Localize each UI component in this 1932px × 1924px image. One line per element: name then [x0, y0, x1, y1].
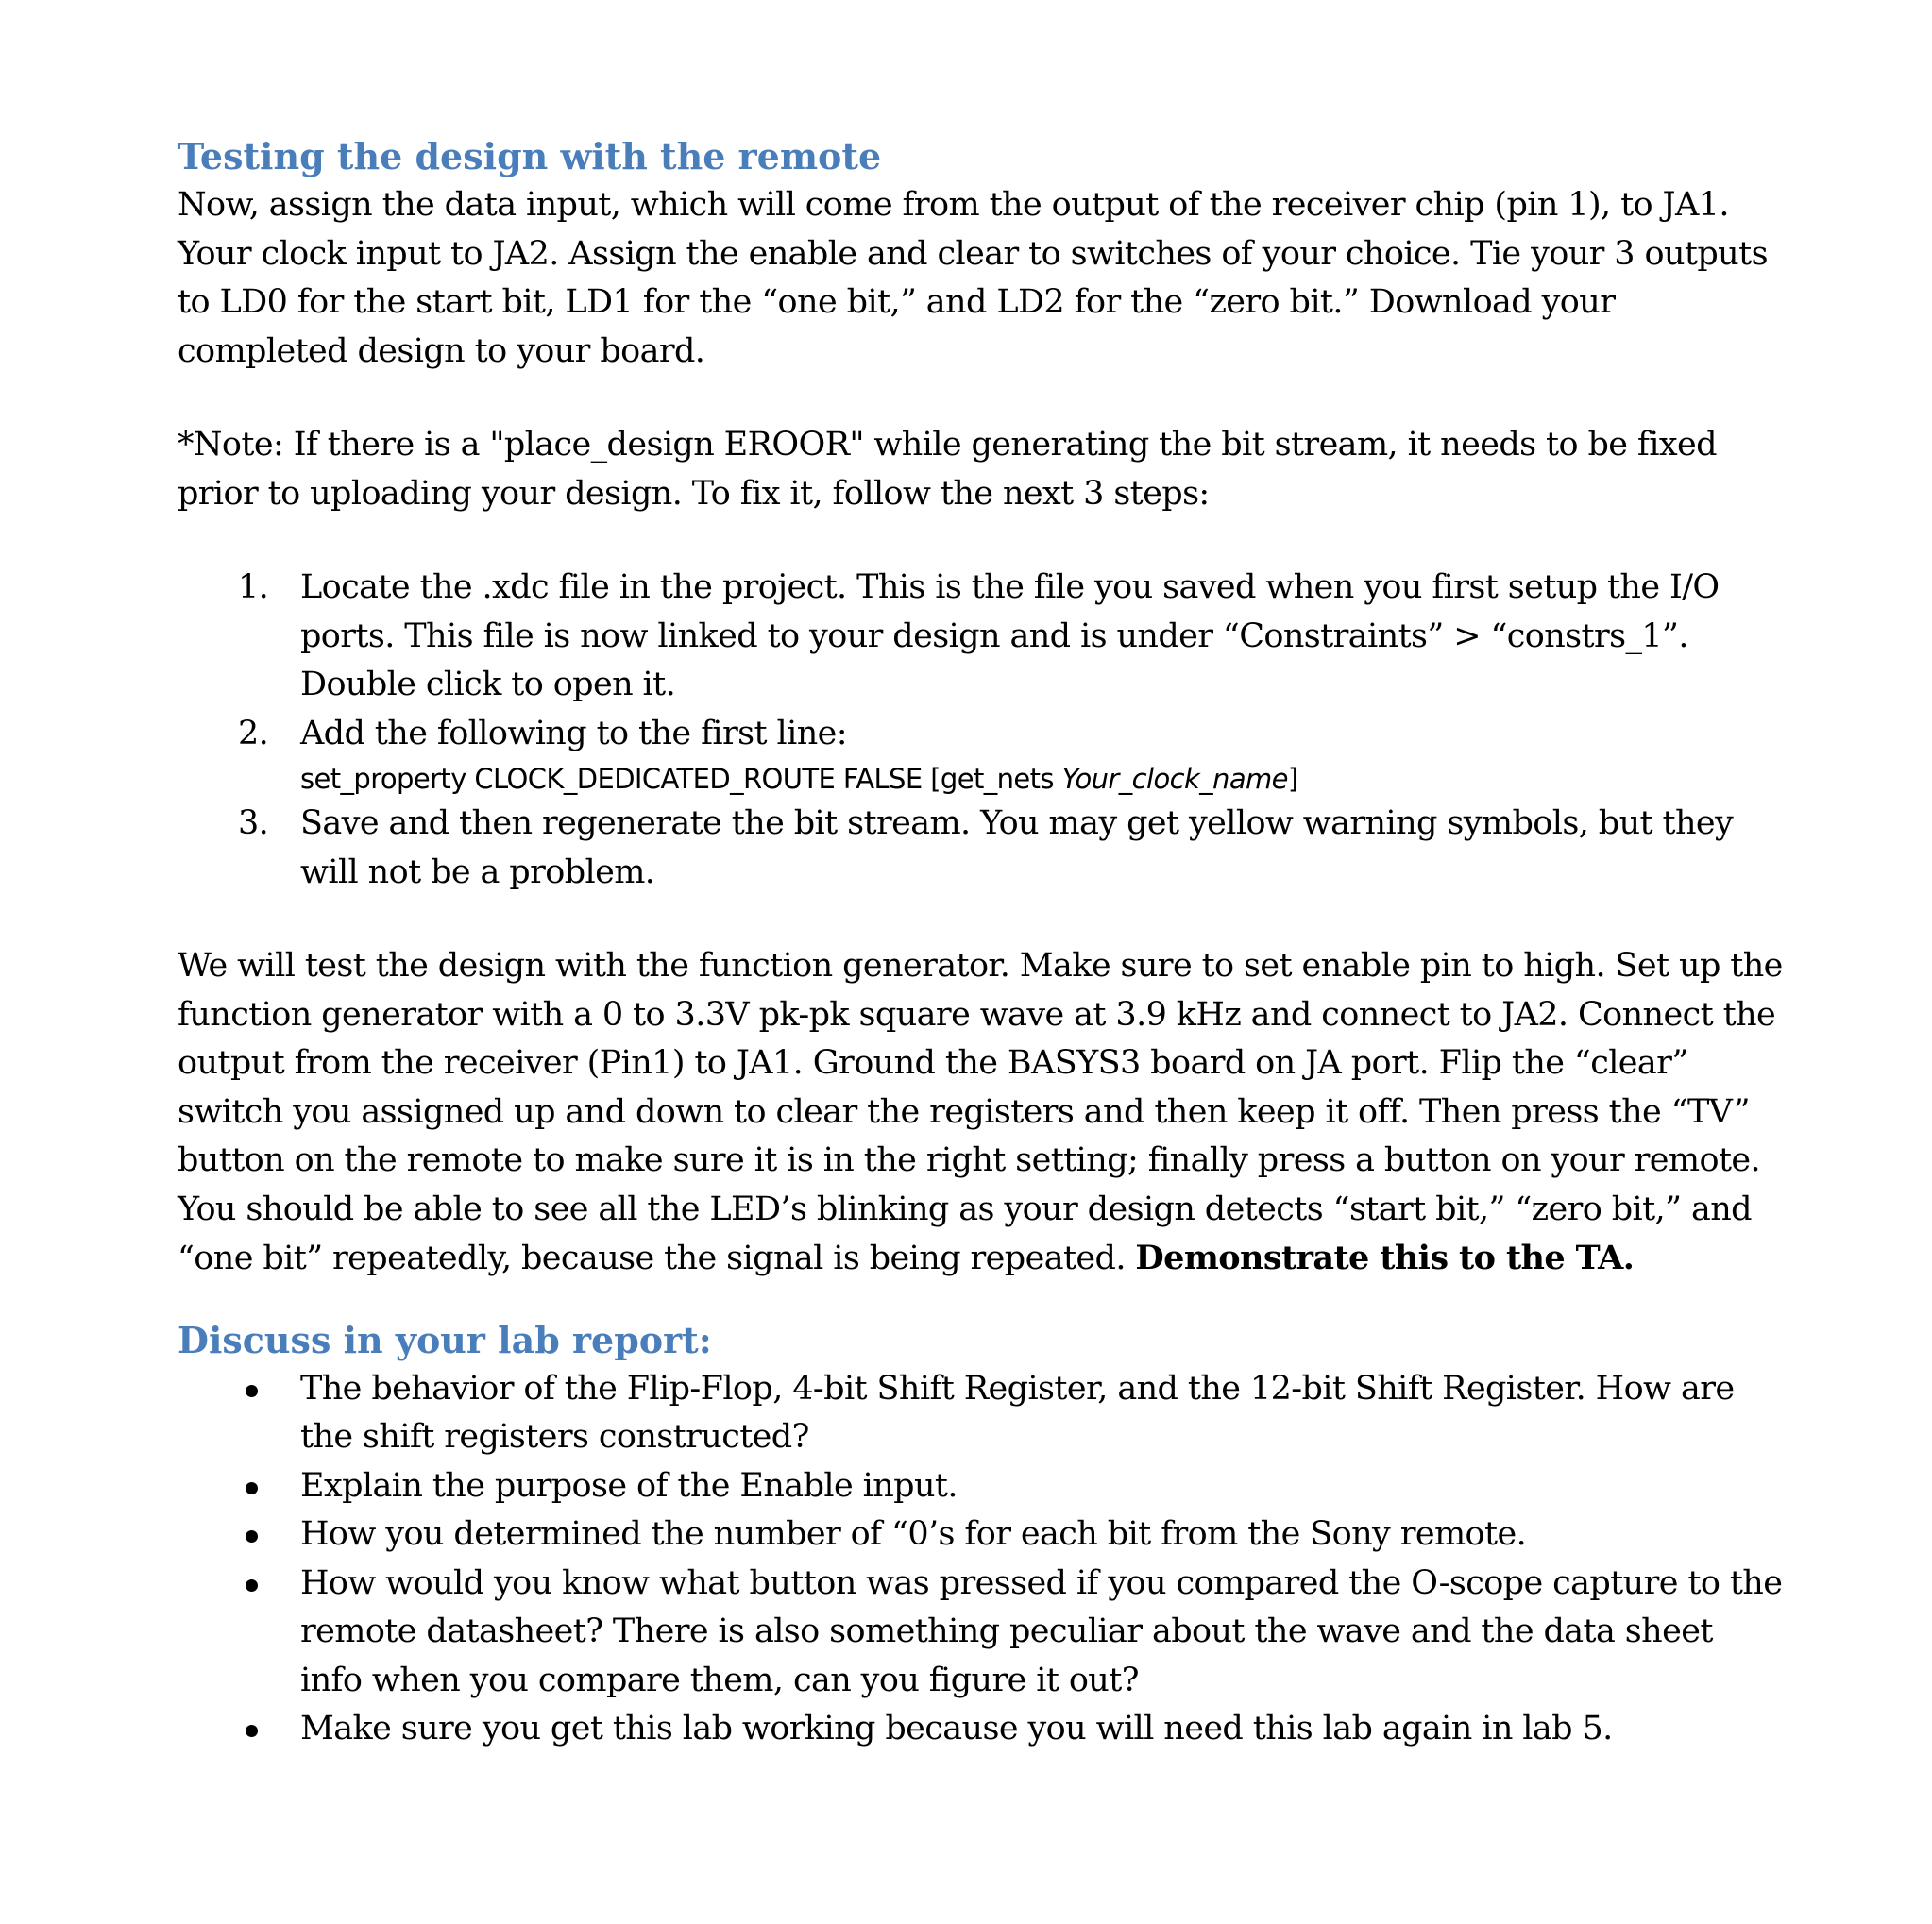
- step-text: Save and then regenerate the bit stream. You may get yellow warning symbols, but they will not be a problem.: [300, 804, 1734, 891]
- bullet-text: The behavior of the Flip-Flop, 4-bit Shift Register, and the 12-bit Shift Register. How are the shift registers constructed?: [300, 1369, 1735, 1456]
- fix-steps-list: [178, 564, 1783, 897]
- discussion-list: [178, 1365, 1783, 1754]
- list-item: [178, 1705, 1783, 1754]
- section-heading-testing: Testing the design with the remote: [178, 135, 882, 177]
- list-item: [178, 710, 1783, 801]
- list-item: [178, 564, 1783, 710]
- document-page: [178, 132, 1783, 1754]
- spacer: [178, 518, 1783, 564]
- step-text: Add the following to the first line:: [300, 714, 847, 752]
- step-number: 2.: [238, 714, 269, 752]
- bullet-text: How you determined the number of “0’s for each bit from the Sony remote.: [300, 1515, 1527, 1553]
- step-text: Locate the .xdc file in the project. This is the file you saved when you first setup the I/O ports. This file is now linked to your design and is under “Constraints” > “constrs_1”. Double click to open it.: [300, 568, 1720, 703]
- bullet-text: Explain the purpose of the Enable input.: [300, 1466, 958, 1505]
- note-paragraph: *Note: If there is a "place_design EROOR" while generating the bit stream, it needs to be fixed prior to uploading your design. To fix it, follow the next 3 steps:: [178, 426, 1717, 513]
- step-number: 1.: [238, 568, 269, 606]
- test-text: We will test the design with the function generator. Make sure to set enable pin to high. Set up the function generator with a 0 to 3.3V pk-pk square wave at 3.9 kHz and connect to JA2. Connect the output from the receiver (Pin1) to JA1. Ground the BASYS3 board on JA port. Flip the “clear” switch you assigned up and down to clear the registers and then keep it off. Then press the “TV” button on the remote to make sure it is in the right setting; finally press a button on your remote. You should be able to see all the LED’s blinking as your design detects “start bit,” “zero bit,” and “one bit” repeatedly, because the signal is being repeated.: [178, 947, 1783, 1277]
- test-paragraph: [178, 942, 1783, 1284]
- spacer: [178, 1284, 1783, 1316]
- spacer: [178, 897, 1783, 942]
- test-emphasis: Demonstrate this to the TA.: [1135, 1239, 1635, 1277]
- code-prefix: set_property CLOCK_DEDICATED_ROUTE FALSE [get_nets: [300, 763, 1062, 795]
- bullet-icon: [246, 1482, 258, 1494]
- list-item: [178, 1560, 1783, 1706]
- step-number: 3.: [238, 804, 269, 842]
- code-suffix: ]: [1287, 763, 1298, 795]
- list-item: [178, 800, 1783, 897]
- bullet-icon: [246, 1385, 258, 1397]
- bullet-text: How would you know what button was pressed if you compared the O-scope capture to the remote datasheet? There is also something peculiar about the wave and the data sheet info when you compare them, can you figure it out?: [300, 1563, 1783, 1699]
- code-snippet: [300, 758, 1783, 800]
- list-item: [178, 1511, 1783, 1560]
- list-item: [178, 1462, 1783, 1511]
- intro-paragraph: Now, assign the data input, which will come from the output of the receiver chip (pin 1), to JA1. Your clock input to JA2. Assign the enable and clear to switches of your choice. Tie your 3 outputs to LD0 for the start bit, LD1 for the “one bit,” and LD2 for the “zero bit.” Download your completed design to your board.: [178, 186, 1768, 370]
- bullet-icon: [246, 1579, 258, 1592]
- code-placeholder: Your_clock_name: [1061, 763, 1288, 795]
- bullet-icon: [246, 1725, 258, 1737]
- spacer: [178, 376, 1783, 421]
- bullet-text: Make sure you get this lab working because you will need this lab again in lab 5.: [300, 1710, 1613, 1747]
- list-item: [178, 1365, 1783, 1462]
- section-heading-discuss: Discuss in your lab report:: [178, 1318, 712, 1361]
- bullet-icon: [246, 1530, 258, 1543]
